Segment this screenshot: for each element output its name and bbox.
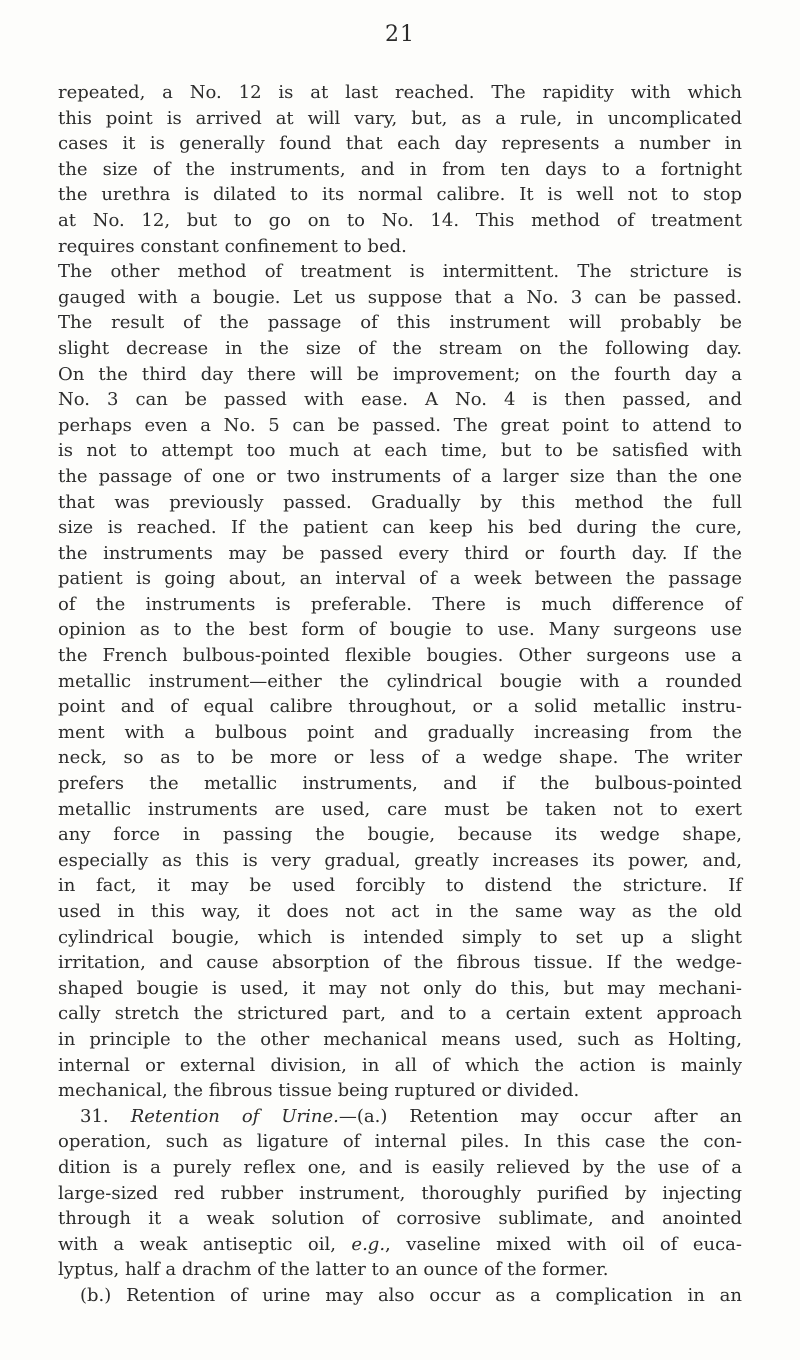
text-line: the passage of one or two instruments of a larger size than the one — [58, 465, 742, 487]
text-line: any force in passing the bougie, because its wedge shape, — [58, 824, 742, 846]
text-line: through it a weak solution of corrosive sublimate, and anointed — [58, 1208, 742, 1230]
text-line: patient is going about, an interval of a week between the passage — [58, 568, 742, 590]
text-line: that was previously passed. Gradually by this method the full — [58, 491, 742, 513]
text-line: cases it is generally found that each day represents a number in — [58, 133, 742, 155]
section-heading: Retention of Urine. — [130, 1105, 339, 1127]
text-line: irritation, and cause absorption of the fibrous tissue. If the wedge- — [58, 952, 742, 974]
text-fragment: with a weak antiseptic oil, — [58, 1233, 352, 1255]
text-line: On the third day there will be improvement; on the fourth day a — [58, 363, 742, 385]
text-line: metallic instruments are used, care must be taken not to exert — [58, 798, 742, 820]
text-fragment: , vaseline mixed with oil of euca- — [385, 1233, 742, 1255]
text-line: large-sized red rubber instrument, thoroughly purified by injecting — [58, 1182, 742, 1204]
text-line: in fact, it may be used forcibly to distend the stricture. If — [58, 875, 742, 897]
text-line: The other method of treatment is intermittent. The stricture is — [58, 261, 742, 283]
text-line: lyptus, half a drachm of the latter to an ounce of the former. — [58, 1259, 609, 1281]
text-line: requires constant confinement to bed. — [58, 235, 407, 257]
text-line: in principle to the other mechanical means used, such as Holting, — [58, 1028, 742, 1050]
text-line: cylindrical bougie, which is intended simply to set up a slight — [58, 926, 742, 948]
text-line: repeated, a No. 12 is at last reached. The rapidity with which — [58, 82, 742, 103]
text-line: ment with a bulbous point and gradually increasing from the — [58, 721, 742, 743]
text-line: operation, such as ligature of internal piles. In this case the con- — [58, 1131, 742, 1153]
text-line: dition is a purely reflex one, and is easily relieved by the use of a — [58, 1156, 742, 1178]
text-line: is not to attempt too much at each time, but to be satisfied with — [58, 440, 742, 462]
page-number: 21 — [385, 22, 415, 47]
text-line: perhaps even a No. 5 can be passed. The great point to attend to — [58, 414, 742, 436]
text-line: size is reached. If the patient can keep his bed during the cure, — [58, 517, 742, 539]
text-line: cally stretch the strictured part, and to a certain extent approach — [58, 1003, 742, 1025]
section-number: 31. — [80, 1105, 109, 1127]
text-line: the size of the instruments, and in from ten days to a fortnight — [58, 158, 742, 180]
text-line: this point is arrived at will vary, but, as a rule, in uncomplicated — [58, 107, 742, 129]
text-line: internal or external division, in all of which the action is mainly — [58, 1054, 742, 1076]
text-line: neck, so as to be more or less of a wedge shape. The writer — [58, 747, 742, 769]
text-line: the instruments may be passed every third or fourth day. If the — [58, 542, 742, 564]
text-fragment-italic: e.g. — [351, 1233, 386, 1255]
text-line: No. 3 can be passed with ease. A No. 4 is then passed, and — [58, 389, 742, 411]
section-31-heading-line — [58, 1104, 742, 1130]
text-line: the urethra is dilated to its normal calibre. It is well not to stop — [58, 184, 742, 206]
text-line: slight decrease in the size of the stream on the following day. — [58, 337, 742, 359]
text-line: of the instruments is preferable. There is much difference of — [58, 593, 742, 615]
text-line: shaped bougie is used, it may not only do this, but may mechani- — [58, 977, 742, 999]
text-line: used in this way, it does not act in the same way as the old — [58, 901, 742, 922]
text-line: prefers the metallic instruments, and if the bulbous-pointed — [58, 773, 742, 795]
text-line: the French bulbous-pointed flexible bougies. Other surgeons use a — [58, 645, 742, 667]
text-fragment: —(a.) Retention may occur after an — [338, 1105, 742, 1127]
text-line: gauged with a bougie. Let us suppose that a No. 3 can be passed. — [58, 286, 742, 308]
text-line: (b.) Retention of urine may also occur as a complication in an — [80, 1284, 742, 1306]
body-text — [58, 80, 742, 1309]
text-line: metallic instrument—either the cylindrical bougie with a rounded — [58, 670, 742, 692]
text-line: mechanical, the fibrous tissue being ruptured or divided. — [58, 1080, 580, 1102]
text-line — [58, 1232, 742, 1258]
text-line: point and of equal calibre throughout, or a solid metallic instru- — [58, 696, 742, 718]
text-line: at No. 12, but to go on to No. 14. This method of treatment — [58, 209, 742, 231]
text-line: opinion as to the best form of bougie to use. Many surgeons use — [58, 619, 742, 641]
text-line: The result of the passage of this instrument will probably be — [58, 312, 742, 334]
text-line: especially as this is very gradual, greatly increases its power, and, — [58, 849, 742, 871]
